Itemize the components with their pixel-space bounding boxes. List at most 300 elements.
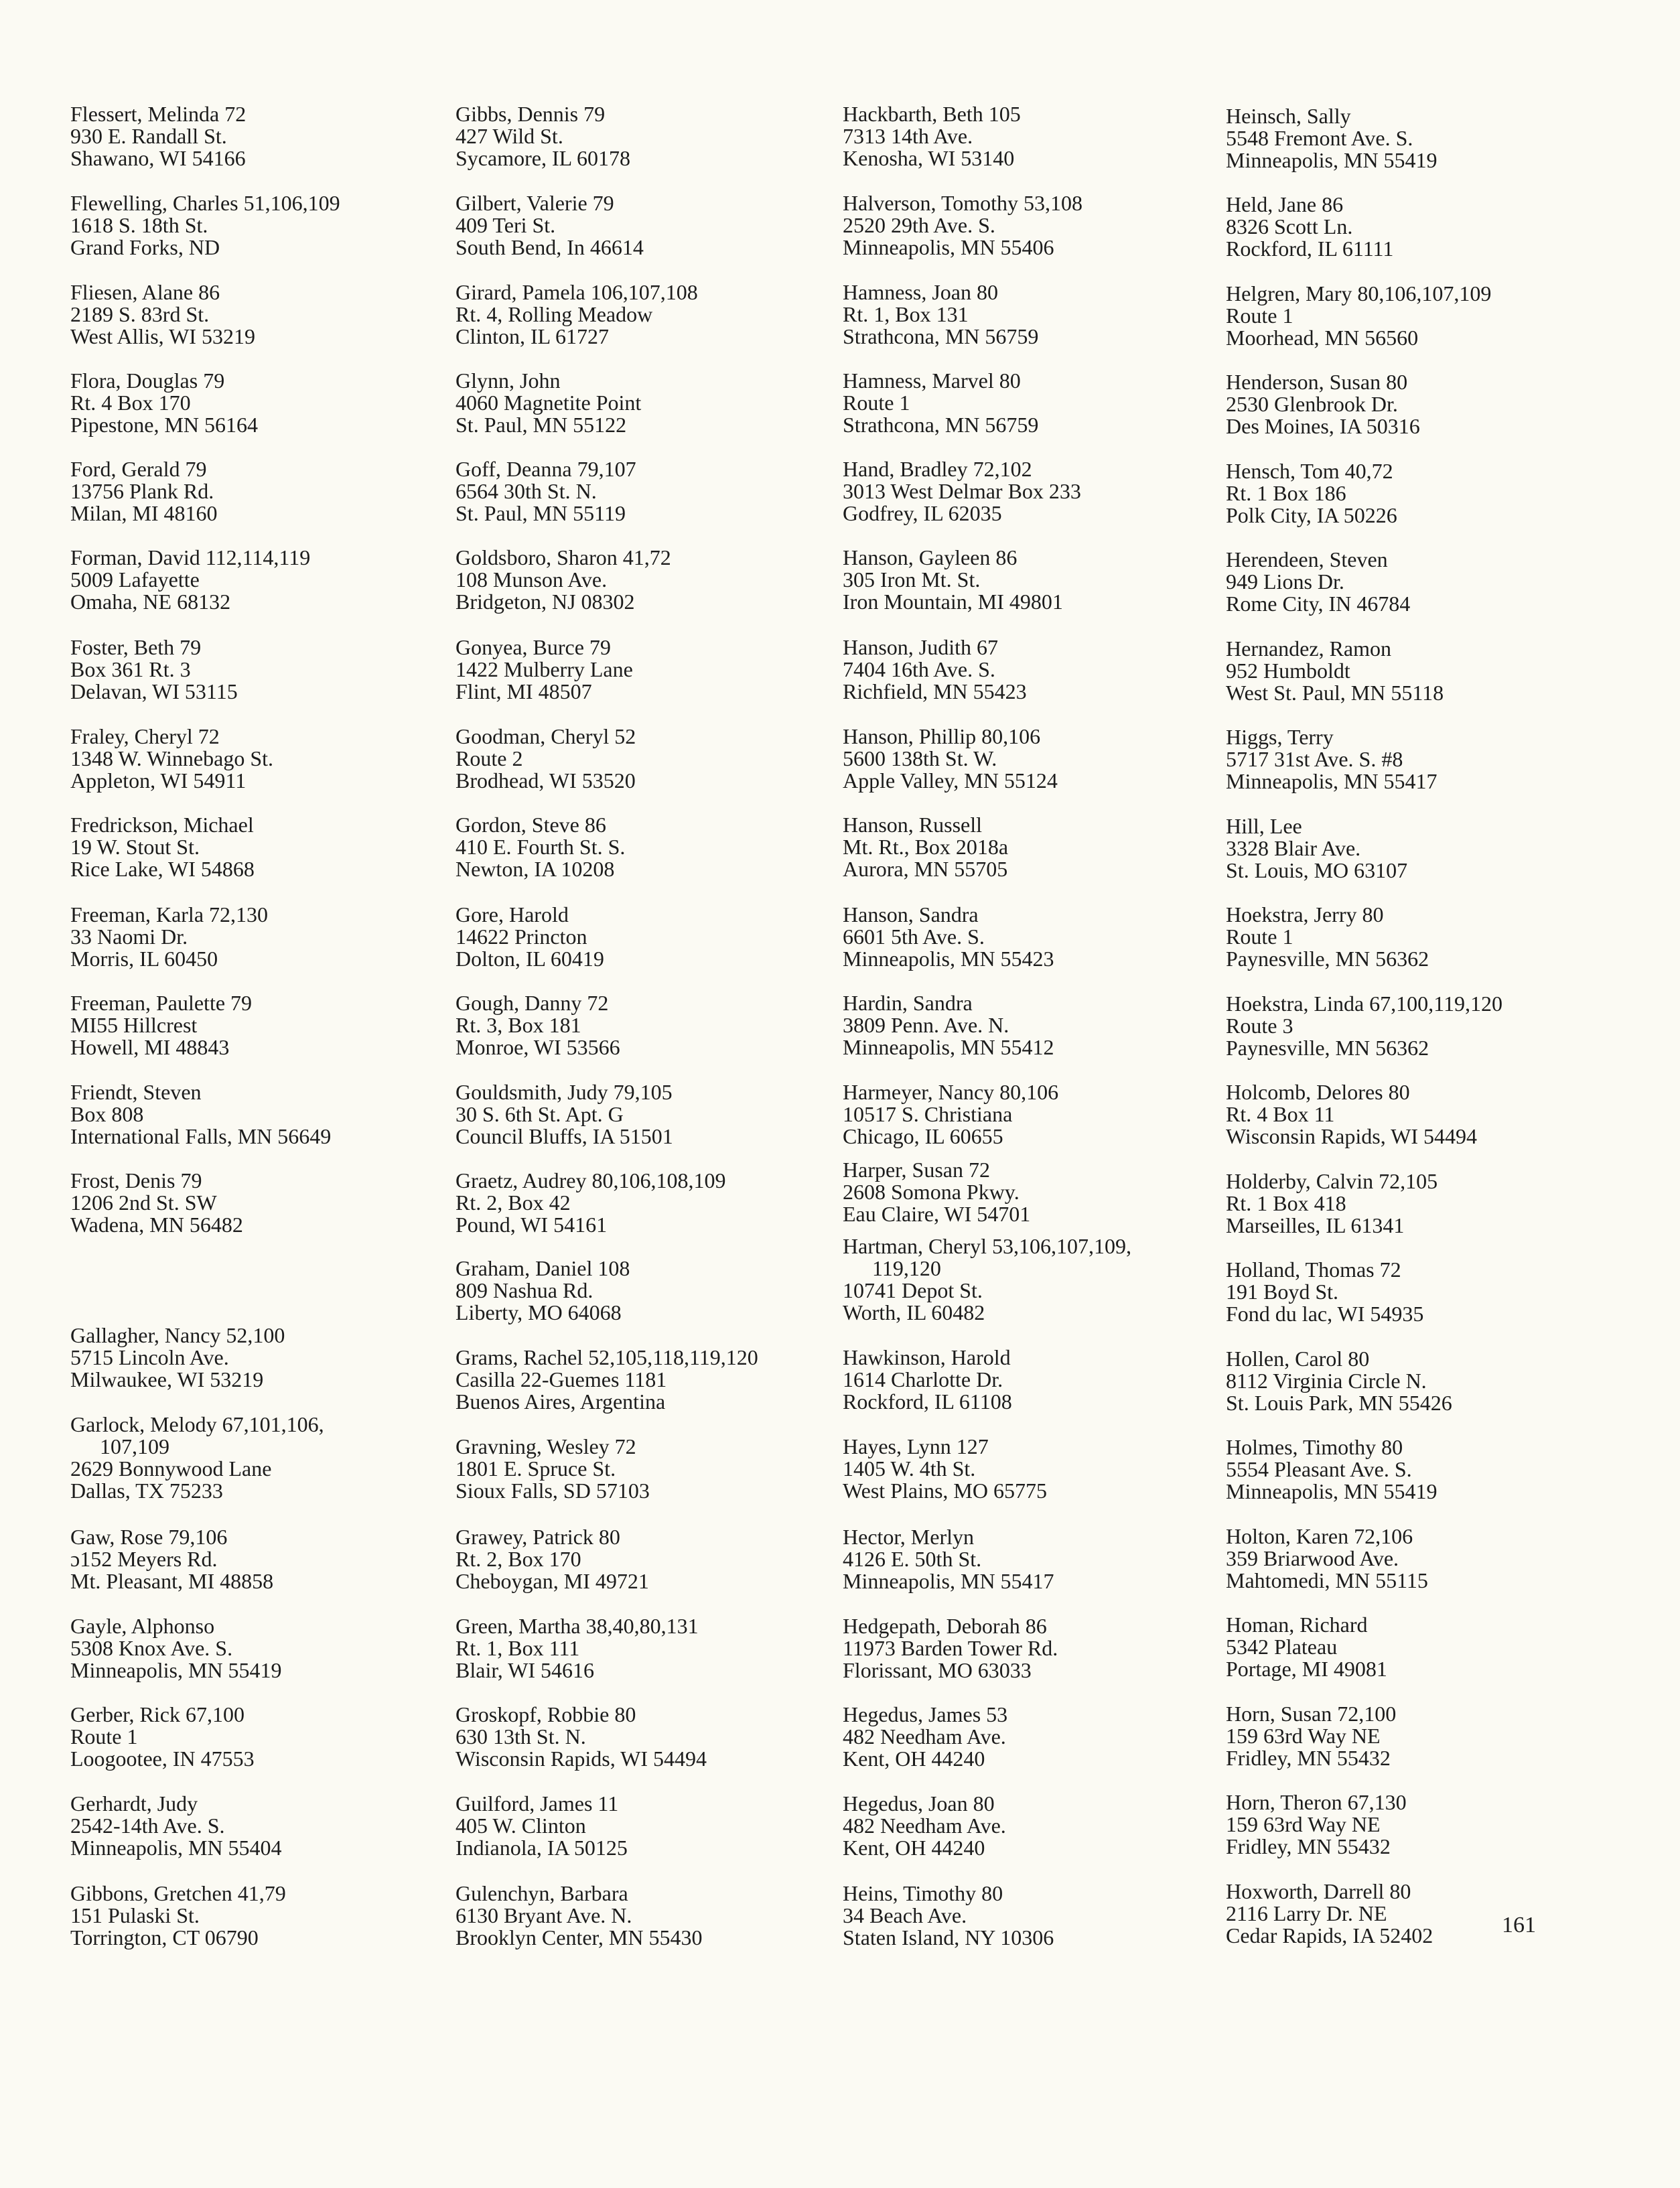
entry-address-line: 8326 Scott Ln. [1226, 214, 1353, 238]
directory-entry [843, 281, 1218, 348]
entry-name: Herendeen, Steven [1226, 547, 1388, 571]
entry-name: Green, Martha 38,40,80,131 [456, 1614, 699, 1638]
directory-entry [843, 1526, 1218, 1592]
directory-entry [843, 103, 1218, 169]
entry-address-line: 30 S. 6th St. Apt. G [456, 1102, 624, 1126]
directory-entry [1226, 1614, 1601, 1680]
entry-address-line: 6601 5th Ave. S. [843, 925, 985, 949]
directory-entry [456, 904, 831, 970]
entry-city-state-zip: Dallas, TX 75233 [70, 1479, 223, 1503]
entry-address-line: 2629 Bonnywood Lane [70, 1456, 272, 1481]
directory-entry [456, 281, 831, 348]
entry-city-state-zip: Grand Forks, ND [70, 235, 220, 259]
entry-city-state-zip: Iron Mountain, MI 49801 [843, 590, 1063, 614]
entry-name: Flessert, Melinda 72 [70, 102, 247, 126]
entry-city-state-zip: Paynesville, MN 56362 [1226, 947, 1429, 971]
entry-address-line: 952 Humboldt [1226, 659, 1350, 683]
entry-name: Holmes, Timothy 80 [1226, 1435, 1403, 1459]
entry-address-line: Route 1 [843, 391, 910, 415]
directory-entry [70, 192, 445, 259]
entry-address-line: Rt. 3, Box 181 [456, 1013, 581, 1037]
directory-entry [843, 1081, 1218, 1148]
entry-city-state-zip: Godfrey, IL 62035 [843, 501, 1002, 525]
entry-city-state-zip: Dolton, IL 60419 [456, 947, 604, 971]
directory-entry [70, 1081, 445, 1148]
entry-address-line: 11973 Barden Tower Rd. [843, 1636, 1058, 1660]
entry-city-state-zip: Milwaukee, WI 53219 [70, 1367, 264, 1391]
entry-address-line: 305 Iron Mt. St. [843, 567, 981, 592]
entry-city-state-zip: Brooklyn Center, MN 55430 [456, 1925, 703, 1950]
entry-city-state-zip: Worth, IL 60482 [843, 1300, 985, 1324]
entry-name: Gravning, Wesley 72 [456, 1434, 636, 1458]
entry-city-state-zip: Apple Valley, MN 55124 [843, 768, 1058, 793]
entry-city-state-zip: Minneapolis, MN 55406 [843, 235, 1054, 259]
entry-name: Harmeyer, Nancy 80,106 [843, 1080, 1059, 1104]
entry-name: Gulenchyn, Barbara [456, 1881, 628, 1905]
entry-name: Fliesen, Alane 86 [70, 280, 220, 304]
entry-name: Hanson, Phillip 80,106 [843, 724, 1041, 748]
entry-city-state-zip: Florissant, MO 63033 [843, 1658, 1032, 1682]
entry-name: Hawkinson, Harold [843, 1345, 1011, 1369]
entry-city-state-zip: Kent, OH 44240 [843, 1836, 985, 1860]
directory-entry [843, 1615, 1218, 1682]
entry-name: Holderby, Calvin 72,105 [1226, 1169, 1438, 1193]
entry-name: Heinsch, Sally [1226, 104, 1351, 128]
entry-city-state-zip: Newton, IA 10208 [456, 857, 615, 881]
entry-name: Glynn, John [456, 368, 561, 393]
directory-entry [70, 726, 445, 792]
entry-address-line: MI55 Hillcrest [70, 1013, 198, 1037]
entry-city-state-zip: Strathcona, MN 56759 [843, 324, 1039, 348]
entry-city-state-zip: Strathcona, MN 56759 [843, 413, 1039, 437]
entry-address-line: 5308 Knox Ave. S. [70, 1636, 233, 1660]
directory-entry [1226, 1170, 1601, 1237]
entry-name: Holland, Thomas 72 [1226, 1257, 1401, 1282]
entry-city-state-zip: West Allis, WI 53219 [70, 324, 255, 348]
entry-address-line: 1614 Charlotte Dr. [843, 1367, 1003, 1391]
entry-city-state-zip: Omaha, NE 68132 [70, 590, 231, 614]
entry-city-state-zip: Fridley, MN 55432 [1226, 1746, 1391, 1770]
entry-city-state-zip: Mt. Pleasant, MI 48858 [70, 1569, 274, 1593]
entry-address-line: 630 13th St. N. [456, 1724, 586, 1749]
entry-city-state-zip: Pound, WI 54161 [456, 1213, 608, 1237]
directory-entry [456, 992, 831, 1058]
entry-address-line: 427 Wild St. [456, 124, 563, 148]
directory-entry [456, 1704, 831, 1770]
entry-city-state-zip: St. Paul, MN 55119 [456, 501, 626, 525]
entry-address-line: 5715 Lincoln Ave. [70, 1345, 229, 1369]
entry-name: Gayle, Alphonso [70, 1614, 215, 1638]
entry-address-line: 1422 Mulberry Lane [456, 657, 633, 681]
directory-entry [1226, 815, 1601, 882]
entry-city-state-zip: Milan, MI 48160 [70, 501, 218, 525]
entry-address-line: 2542-14th Ave. S. [70, 1814, 225, 1838]
entry-address-line: 4126 E. 50th St. [843, 1547, 982, 1571]
entry-name: Girard, Pamela 106,107,108 [456, 280, 698, 304]
entry-address-line: Rt. 2, Box 42 [456, 1190, 571, 1215]
entry-name: Friendt, Steven [70, 1080, 202, 1104]
entry-name: Gibbs, Dennis 79 [456, 102, 606, 126]
directory-entry [456, 192, 831, 259]
entry-city-state-zip: International Falls, MN 56649 [70, 1124, 332, 1148]
entry-city-state-zip: Cedar Rapids, IA 52402 [1226, 1923, 1433, 1947]
entry-name: Hedgepath, Deborah 86 [843, 1614, 1047, 1638]
entry-name: Harper, Susan 72 [843, 1158, 990, 1182]
entry-city-state-zip: West St. Paul, MN 55118 [1226, 681, 1444, 705]
entry-city-state-zip: Council Bluffs, IA 51501 [456, 1124, 673, 1148]
entry-name: Hamness, Joan 80 [843, 280, 998, 304]
entry-name: Grawey, Patrick 80 [456, 1525, 620, 1549]
entry-city-state-zip: Eau Claire, WI 54701 [843, 1202, 1031, 1226]
entry-name: Foster, Beth 79 [70, 635, 202, 659]
directory-entry [1226, 1703, 1601, 1769]
entry-city-state-zip: Sioux Falls, SD 57103 [456, 1479, 650, 1503]
entry-name: Heins, Timothy 80 [843, 1881, 1003, 1905]
entry-city-state-zip: Liberty, MO 64068 [456, 1300, 622, 1324]
directory-entry [456, 370, 831, 436]
entry-address-line: 5717 31st Ave. S. #8 [1226, 747, 1403, 771]
entry-address-line: Route 1 [1226, 925, 1293, 949]
directory-entry [1226, 1348, 1601, 1414]
entry-address-line: 1405 W. 4th St. [843, 1456, 976, 1481]
entry-address-line: 34 Beach Ave. [843, 1903, 967, 1927]
entry-name: Hoekstra, Jerry 80 [1226, 902, 1384, 927]
entry-address-line: Route 3 [1226, 1014, 1293, 1038]
directory-entry [843, 192, 1218, 259]
entry-name: Frost, Denis 79 [70, 1168, 202, 1192]
entry-city-state-zip: Staten Island, NY 10306 [843, 1925, 1054, 1950]
entry-address-line: 2530 Glenbrook Dr. [1226, 392, 1398, 416]
entry-address-line: 482 Needham Ave. [843, 1724, 1006, 1749]
entry-city-state-zip: Sycamore, IL 60178 [456, 146, 630, 170]
entry-name: Fredrickson, Michael [70, 813, 254, 837]
directory-entry [1226, 549, 1601, 615]
entry-address-line: 410 E. Fourth St. S. [456, 835, 626, 859]
entry-address-line: Route 2 [456, 746, 523, 770]
entry-city-state-zip: Minneapolis, MN 55417 [843, 1569, 1054, 1593]
entry-address-line: Rt. 4 Box 11 [1226, 1102, 1335, 1126]
entry-city-state-zip: Minneapolis, MN 55417 [1226, 769, 1438, 793]
entry-city-state-zip: Minneapolis, MN 55419 [70, 1658, 282, 1682]
entry-city-state-zip: Indianola, IA 50125 [456, 1836, 628, 1860]
directory-entry [1226, 638, 1601, 704]
entry-name: Gallagher, Nancy 52,100 [70, 1323, 285, 1347]
entry-address-line: 108 Munson Ave. [456, 567, 608, 592]
entry-address-line: 1801 E. Spruce St. [456, 1456, 616, 1481]
directory-entry [1226, 1436, 1601, 1503]
entry-name: Hand, Bradley 72,102 [843, 457, 1032, 481]
entry-name: Garlock, Melody 67,101,106, [70, 1412, 324, 1436]
entry-address-line: Rt. 1 Box 186 [1226, 481, 1346, 505]
entry-name: Higgs, Terry [1226, 725, 1334, 749]
entry-name: Goodman, Cheryl 52 [456, 724, 636, 748]
entry-address-line: 5342 Plateau [1226, 1635, 1338, 1659]
directory-entry [843, 904, 1218, 970]
entry-name: Hill, Lee [1226, 814, 1302, 838]
entry-city-state-zip: Kent, OH 44240 [843, 1747, 985, 1771]
entry-address-line: Rt. 4, Rolling Meadow [456, 302, 653, 326]
directory-entry [70, 458, 445, 525]
page-number: 161 [1502, 1913, 1536, 1937]
entry-name: Gerber, Rick 67,100 [70, 1702, 244, 1726]
entry-address-line: 1348 W. Winnebago St. [70, 746, 274, 770]
entry-city-state-zip: Morris, IL 60450 [70, 947, 218, 971]
entry-name: Gouldsmith, Judy 79,105 [456, 1080, 673, 1104]
entry-name: Gaw, Rose 79,106 [70, 1525, 228, 1549]
entry-city-state-zip: Des Moines, IA 50316 [1226, 414, 1420, 438]
entry-city-state-zip: Monroe, WI 53566 [456, 1035, 620, 1059]
entry-name: Hamness, Marvel 80 [843, 368, 1021, 393]
entry-city-state-zip: St. Louis, MO 63107 [1226, 858, 1408, 882]
entry-name: Hanson, Gayleen 86 [843, 545, 1018, 569]
entry-name: Guilford, James 11 [456, 1791, 619, 1816]
directory-entry [70, 1704, 445, 1770]
entry-city-state-zip: Rome City, IN 46784 [1226, 592, 1411, 616]
directory-entry [843, 370, 1218, 436]
directory-entry [456, 1170, 831, 1236]
entry-city-state-zip: Kenosha, WI 53140 [843, 146, 1015, 170]
entry-name: Forman, David 112,114,119 [70, 545, 311, 569]
entry-address-line: 191 Boyd St. [1226, 1280, 1339, 1304]
entry-name: Horn, Susan 72,100 [1226, 1702, 1397, 1726]
entry-name: Hanson, Judith 67 [843, 635, 998, 659]
directory-entry [1226, 371, 1601, 437]
entry-city-state-zip: Minneapolis, MN 55419 [1226, 148, 1438, 172]
entry-city-state-zip: Bridgeton, NJ 08302 [456, 590, 635, 614]
directory-entry [456, 1081, 831, 1148]
directory-entry [1226, 1791, 1601, 1858]
entry-address-line: 5009 Lafayette [70, 567, 200, 592]
entry-address-line: 14622 Princton [456, 925, 587, 949]
entry-address-line: 3013 West Delmar Box 233 [843, 479, 1081, 503]
entry-city-state-zip: Flint, MI 48507 [456, 679, 592, 703]
entry-address-line: 151 Pulaski St. [70, 1903, 200, 1927]
entry-name: Hackbarth, Beth 105 [843, 102, 1021, 126]
directory-entry [1226, 194, 1601, 260]
entry-city-state-zip: Minneapolis, MN 55404 [70, 1836, 282, 1860]
entry-address-line: 8112 Virginia Circle N. [1226, 1369, 1427, 1393]
entry-address-line: 482 Needham Ave. [843, 1814, 1006, 1838]
entry-address-line: 3328 Blair Ave. [1226, 836, 1361, 860]
entry-address-line: 409 Teri St. [456, 213, 556, 237]
directory-entry [456, 1257, 831, 1324]
entry-city-state-zip: St. Paul, MN 55122 [456, 413, 627, 437]
entry-name: Goldsboro, Sharon 41,72 [456, 545, 671, 569]
entry-city-state-zip: South Bend, In 46614 [456, 235, 644, 259]
entry-city-state-zip: Appleton, WI 54911 [70, 768, 247, 793]
directory-entry [456, 726, 831, 792]
entry-name: Hernandez, Ramon [1226, 636, 1392, 661]
entry-city-state-zip: Rockford, IL 61108 [843, 1389, 1012, 1414]
entry-address-line: 4060 Magnetite Point [456, 391, 642, 415]
directory-entry [70, 992, 445, 1058]
entry-name: Gore, Harold [456, 902, 569, 927]
entry-address-line: Route 1 [1226, 303, 1293, 328]
directory-entry [843, 1793, 1218, 1859]
entry-address-line: 19 W. Stout St. [70, 835, 200, 859]
entry-name: Goff, Deanna 79,107 [456, 457, 636, 481]
entry-address-line: 930 E. Randall St. [70, 124, 227, 148]
entry-name: Hanson, Russell [843, 813, 982, 837]
entry-city-state-zip: Cheboygan, MI 49721 [456, 1569, 649, 1593]
directory-entry [456, 1615, 831, 1682]
entry-name: Hegedus, Joan 80 [843, 1791, 995, 1816]
entry-city-state-zip: Fridley, MN 55432 [1226, 1834, 1391, 1858]
directory-entry [456, 1436, 831, 1502]
entry-address-line: 159 63rd Way NE [1226, 1812, 1381, 1836]
directory-entry [1226, 105, 1601, 172]
entry-address-line: 33 Naomi Dr. [70, 925, 188, 949]
entry-address-line: Rt. 2, Box 170 [456, 1547, 581, 1571]
entry-name: Grams, Rachel 52,105,118,119,120 [456, 1345, 758, 1369]
entry-name: Gerhardt, Judy [70, 1791, 198, 1816]
entry-address-line: 949 Lions Dr. [1226, 569, 1344, 594]
entry-name: Flora, Douglas 79 [70, 368, 225, 393]
entry-name: Helgren, Mary 80,106,107,109 [1226, 281, 1492, 305]
entry-city-state-zip: Polk City, IA 50226 [1226, 503, 1397, 527]
entry-city-state-zip: West Plains, MO 65775 [843, 1479, 1047, 1503]
entry-address-line: Casilla 22-Guemes 1181 [456, 1367, 667, 1391]
entry-address-line: 119,120 [872, 1256, 941, 1280]
entry-name: Held, Jane 86 [1226, 192, 1344, 216]
entry-name: Gordon, Steve 86 [456, 813, 606, 837]
entry-address-line: 6130 Bryant Ave. N. [456, 1903, 632, 1927]
entry-address-line: Box 808 [70, 1102, 144, 1126]
directory-entry [70, 103, 445, 169]
directory-entry [70, 547, 445, 613]
directory-entry [843, 1436, 1218, 1502]
entry-address-line: 809 Nashua Rd. [456, 1278, 593, 1302]
directory-entry [70, 1170, 445, 1236]
entry-address-line: 5554 Pleasant Ave. S. [1226, 1457, 1412, 1481]
directory-entry [1226, 1259, 1601, 1325]
directory-entry [456, 1883, 831, 1949]
entry-city-state-zip: Chicago, IL 60655 [843, 1124, 1003, 1148]
directory-entry [843, 814, 1218, 880]
entry-address-line: 2116 Larry Dr. NE [1226, 1901, 1387, 1925]
directory-entry [70, 1793, 445, 1859]
entry-address-line: 1618 S. 18th St. [70, 213, 208, 237]
entry-name: Gilbert, Valerie 79 [456, 191, 614, 215]
entry-address-line: 1206 2nd St. SW [70, 1190, 217, 1215]
entry-address-line: 13756 Plank Rd. [70, 479, 214, 503]
entry-city-state-zip: Pipestone, MN 56164 [70, 413, 258, 437]
entry-name: Gonyea, Burce 79 [456, 635, 611, 659]
entry-name: Flewelling, Charles 51,106,109 [70, 191, 340, 215]
entry-address-line: 5548 Fremont Ave. S. [1226, 126, 1413, 150]
entry-name: Hegedus, James 53 [843, 1702, 1008, 1726]
entry-address-line: 2520 29th Ave. S. [843, 213, 995, 237]
entry-address-line: 3809 Penn. Ave. N. [843, 1013, 1009, 1037]
entry-address-line: 7313 14th Ave. [843, 124, 973, 148]
directory-entry [843, 726, 1218, 792]
directory-entry [456, 636, 831, 703]
entry-address-line: 7404 16th Ave. S. [843, 657, 995, 681]
entry-name: Hensch, Tom 40,72 [1226, 459, 1393, 483]
entry-name: Holcomb, Delores 80 [1226, 1080, 1410, 1104]
entry-city-state-zip: Mahtomedi, MN 55115 [1226, 1568, 1428, 1592]
entry-address-line: Route 1 [70, 1724, 138, 1749]
entry-address-line: 405 W. Clinton [456, 1814, 586, 1838]
entry-name: Halverson, Tomothy 53,108 [843, 191, 1083, 215]
directory-entry [70, 1324, 445, 1391]
entry-city-state-zip: Wadena, MN 56482 [70, 1213, 243, 1237]
entry-name: Freeman, Paulette 79 [70, 991, 253, 1015]
entry-name: Homan, Richard [1226, 1613, 1368, 1637]
directory-entry [1226, 1881, 1601, 1947]
directory-entry [1226, 904, 1601, 970]
entry-name: Hartman, Cheryl 53,106,107,109, [843, 1234, 1132, 1258]
directory-entry [70, 1615, 445, 1682]
entry-address-line: 2608 Somona Pkwy. [843, 1180, 1020, 1204]
directory-entry [1226, 1525, 1601, 1592]
entry-address-line: 359 Briarwood Ave. [1226, 1546, 1399, 1570]
entry-address-line: Rt. 1, Box 111 [456, 1636, 580, 1660]
entry-city-state-zip: Portage, MI 49081 [1226, 1657, 1387, 1681]
directory-entry [456, 458, 831, 525]
entry-city-state-zip: Minneapolis, MN 55423 [843, 947, 1054, 971]
entry-name: Gough, Danny 72 [456, 991, 609, 1015]
entry-address-line: Mt. Rt., Box 2018a [843, 835, 1009, 859]
directory-entry [70, 370, 445, 436]
entry-city-state-zip: Delavan, WI 53115 [70, 679, 238, 703]
entry-city-state-zip: Rockford, IL 61111 [1226, 236, 1394, 261]
entry-city-state-zip: Aurora, MN 55705 [843, 857, 1008, 881]
entry-city-state-zip: Minneapolis, MN 55419 [1226, 1479, 1438, 1503]
entry-city-state-zip: Clinton, IL 61727 [456, 324, 610, 348]
directory-entry [843, 992, 1218, 1058]
entry-address-line: ɔ152 Meyers Rd. [70, 1547, 218, 1571]
entry-name: Hollen, Carol 80 [1226, 1347, 1370, 1371]
entry-city-state-zip: Fond du lac, WI 54935 [1226, 1302, 1424, 1326]
entry-name: Hanson, Sandra [843, 902, 979, 927]
entry-city-state-zip: Richfield, MN 55423 [843, 679, 1027, 703]
directory-entry [70, 1526, 445, 1592]
directory-entry [70, 636, 445, 703]
entry-name: Hayes, Lynn 127 [843, 1434, 989, 1458]
entry-address-line: 5600 138th St. W. [843, 746, 997, 770]
entry-city-state-zip: Marseilles, IL 61341 [1226, 1213, 1405, 1237]
entry-address-line: Rt. 4 Box 170 [70, 391, 191, 415]
entry-name: Horn, Theron 67,130 [1226, 1790, 1407, 1814]
entry-city-state-zip: Blair, WI 54616 [456, 1658, 594, 1682]
directory-entry [1226, 283, 1601, 349]
entry-address-line: 6564 30th St. N. [456, 479, 597, 503]
directory-entry [843, 547, 1218, 613]
directory-entry [1226, 460, 1601, 527]
entry-city-state-zip: Brodhead, WI 53520 [456, 768, 636, 793]
directory-entry [843, 1883, 1218, 1949]
entry-city-state-zip: Buenos Aires, Argentina [456, 1389, 666, 1414]
directory-entry [70, 814, 445, 880]
entry-address-line: Box 361 Rt. 3 [70, 657, 191, 681]
directory-entry [843, 1704, 1218, 1770]
entry-name: Hoekstra, Linda 67,100,119,120 [1226, 992, 1502, 1016]
entry-city-state-zip: Howell, MI 48843 [70, 1035, 230, 1059]
entry-city-state-zip: Loogootee, IN 47553 [70, 1747, 255, 1771]
directory-entry [456, 1347, 831, 1413]
entry-city-state-zip: Torrington, CT 06790 [70, 1925, 259, 1950]
entry-city-state-zip: St. Louis Park, MN 55426 [1226, 1391, 1452, 1415]
directory-entry [843, 636, 1218, 703]
entry-name: Hardin, Sandra [843, 991, 973, 1015]
entry-name: Henderson, Susan 80 [1226, 370, 1408, 394]
entry-city-state-zip: Minneapolis, MN 55412 [843, 1035, 1054, 1059]
entry-city-state-zip: Paynesville, MN 56362 [1226, 1036, 1429, 1060]
entry-city-state-zip: Shawano, WI 54166 [70, 146, 246, 170]
entry-name: Ford, Gerald 79 [70, 457, 207, 481]
entry-address-line: 10741 Depot St. [843, 1278, 983, 1302]
